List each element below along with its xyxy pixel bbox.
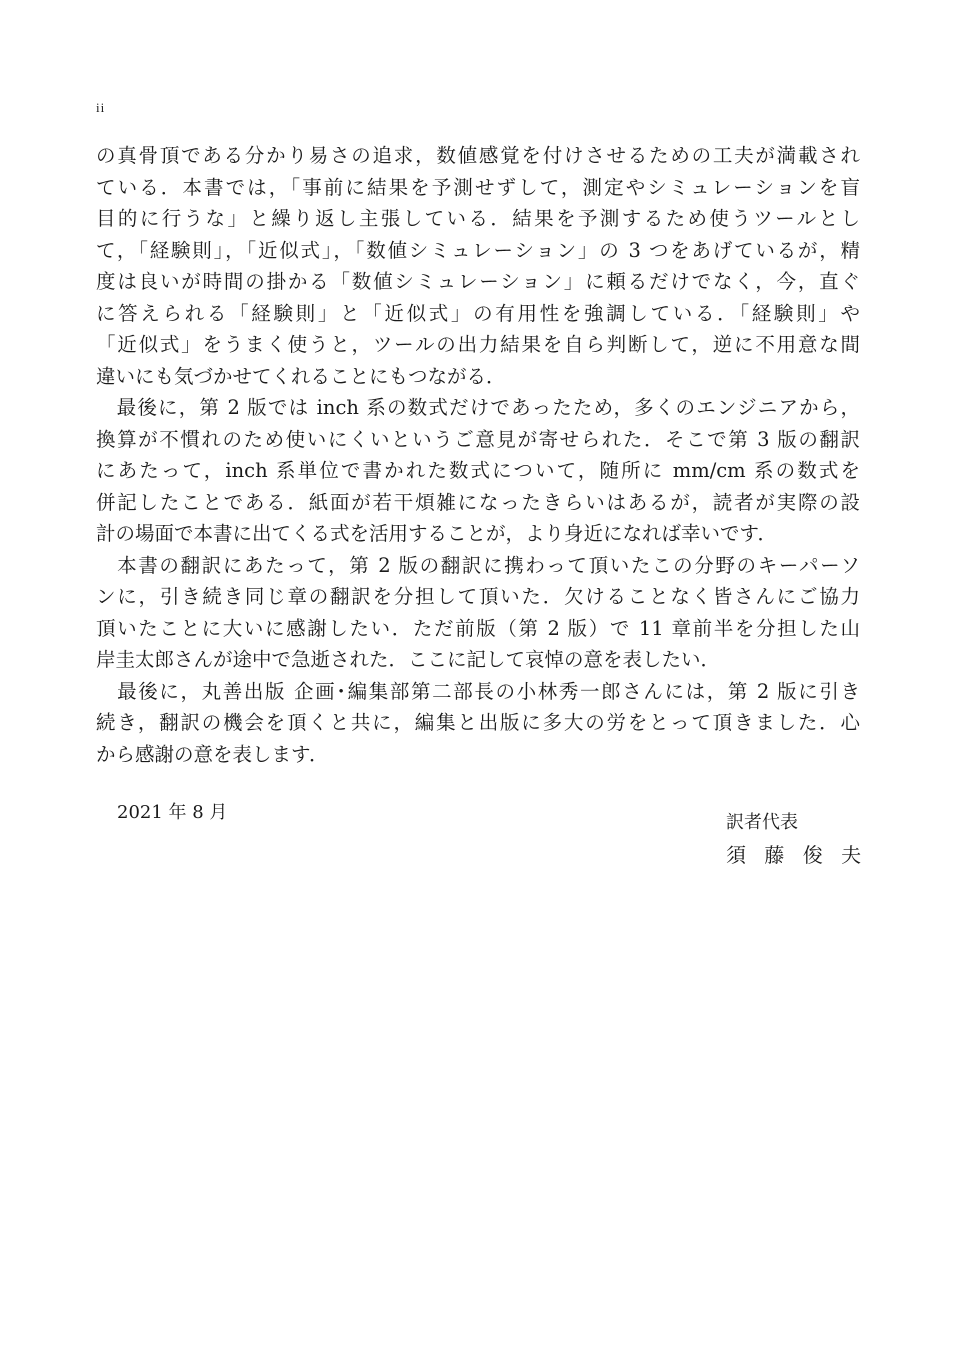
- text-line: にあたって，inch 系単位で書かれた数式について，随所に mm/cm 系の数式を: [96, 459, 860, 482]
- signature-block: [726, 808, 868, 872]
- text-line: 本書の翻訳にあたって，第 2 版の翻訳に携わって頂いたこの分野のキーパーソ: [96, 553, 860, 577]
- text-line: ている．本書では，「事前に結果を予測せずして，測定やシミュレーションを盲: [96, 175, 860, 199]
- text-line: 換算が不慣れのため使いにくいというご意見が寄せられた．そこで第 3 版の翻訳: [96, 427, 860, 451]
- text-line: 最後に，第 2 版では inch 系の数式だけであったため，多くのエンジニアから，: [96, 396, 860, 419]
- translator-role: 訳者代表: [726, 812, 798, 833]
- text-line: の真骨頂である分かり易さの追求，数値感覚を付けさせるための工夫が満載され: [96, 144, 860, 167]
- text-line: 違いにも気づかせてくれることにもつながる．: [96, 364, 506, 388]
- text-line: 併記したことである．紙面が若干煩雑になったきらいはあるが，読者が実際の設: [96, 490, 860, 514]
- paragraph-2: [96, 392, 860, 550]
- text-line: に答えられる「経験則」と「近似式」の有用性を強調している．「経験則」や: [96, 301, 860, 325]
- text-line: 度は良いが時間の掛かる「数値シミュレーション」に頼るだけでなく，今，直ぐ: [96, 270, 860, 293]
- text-line: 「近似式」をうまく使うと，ツールの出力結果を自ら判断して，逆に不用意な間: [96, 333, 860, 356]
- page-number: ii: [96, 100, 106, 115]
- text-line: て，「経験則」，「近似式」，「数値シミュレーション」の 3 つをあげているが，精: [96, 238, 860, 262]
- text-line: ンに，引き続き同じ章の翻訳を分担して頂いた．欠けることなく皆さんにご協力: [96, 585, 860, 608]
- paragraph-3: [96, 550, 860, 676]
- text-line: 続き，翻訳の機会を頂くと共に，編集と出版に多大の労をとって頂きました．心: [96, 711, 860, 734]
- text-line: から感謝の意を表します．: [96, 742, 329, 766]
- text-line: 目的に行うな」と繰り返し主張している．結果を予測するため使うツールとし: [96, 207, 860, 230]
- translator-name: 須 藤 俊 夫: [726, 843, 868, 867]
- text-line: 岸圭太郎さんが途中で急逝された．ここに記して哀悼の意を表したい．: [96, 648, 721, 671]
- date: 2021 年 8 月: [117, 802, 228, 823]
- paragraph-1: [96, 140, 860, 392]
- paragraph-4: [96, 676, 860, 771]
- body-text: [96, 140, 860, 770]
- text-line: 最後に，丸善出版 企画･編集部第二部長の小林秀一郎さんには，第 2 版に引き: [96, 679, 860, 703]
- text-line: 計の場面で本書に出てくる式を活用することが，より身近になれば幸いです．: [96, 522, 777, 545]
- text-line: 頂いたことに大いに感謝したい．ただ前版（第 2 版）で 11 章前半を分担した山: [96, 616, 860, 640]
